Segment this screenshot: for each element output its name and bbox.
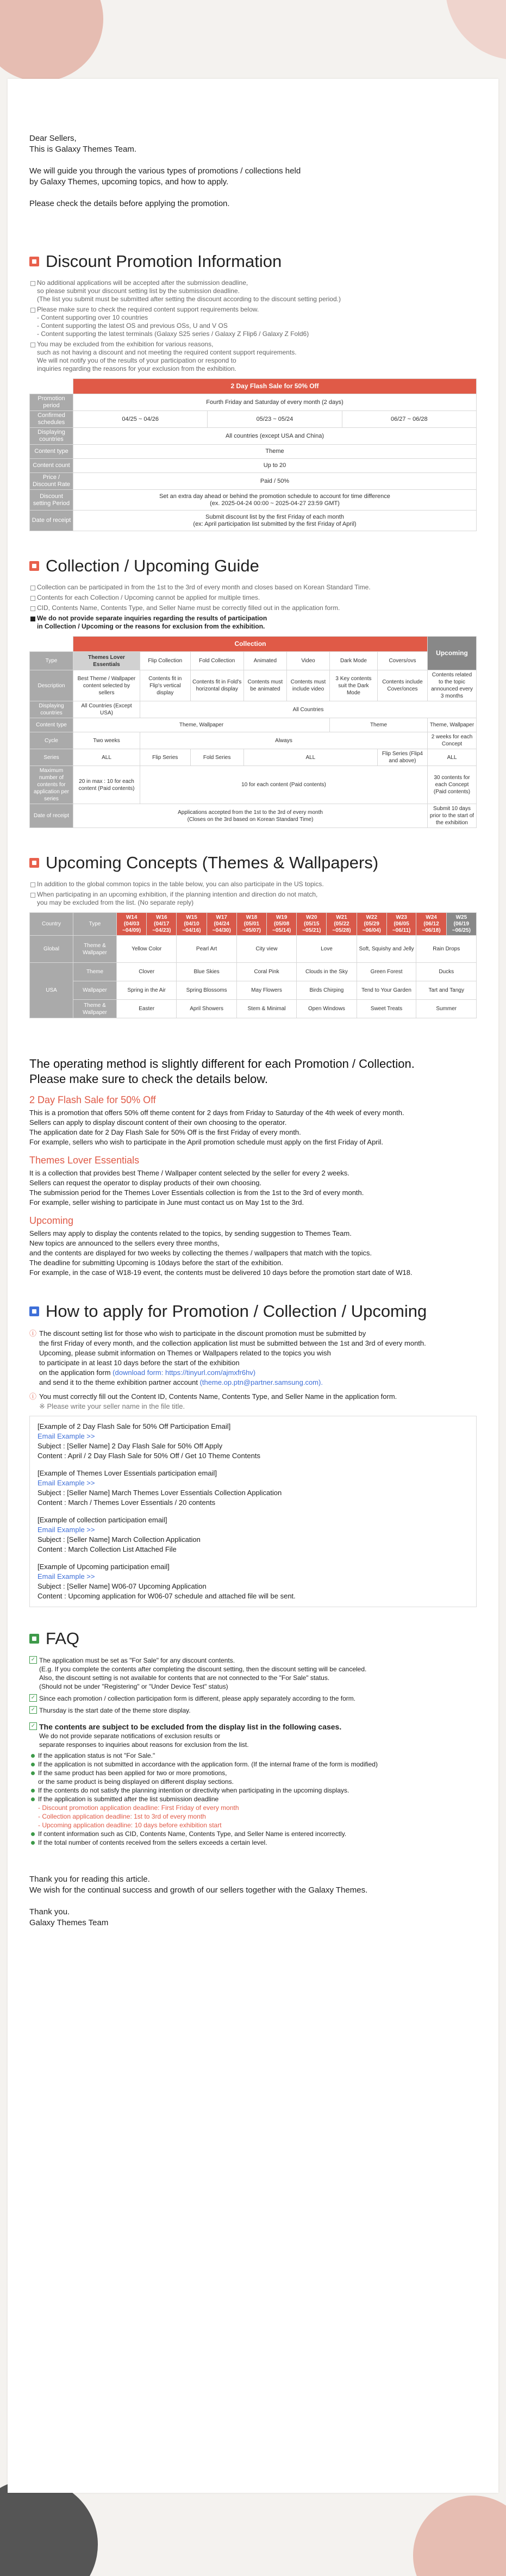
- example-heading: [Example of 2 Day Flash Sale for 50% Off Participation Email]: [38, 1422, 231, 1430]
- exclusion-item: If the same product has been applied for two or more promotions, or the same product is being displayed on different display sections.: [29, 1769, 477, 1786]
- section-header-faq: [29, 1629, 477, 1648]
- ops-text: For example, sellers who wish to participate in the April promotion schedule must apply on the first Friday of April.: [29, 1138, 384, 1146]
- section-icon: [29, 858, 39, 868]
- note: In addition to the global common topics in the table below, you can also participate in the US topics.: [29, 880, 477, 888]
- week-header: W21 (05/22 ~05/28): [327, 913, 357, 936]
- cell: Ducks: [416, 963, 477, 981]
- cell: Contents related to the topic announced every 3 months: [428, 670, 477, 701]
- cell: Dark Mode: [330, 652, 378, 670]
- week-header: W24 (06/12 ~06/18): [416, 913, 446, 936]
- cell: All countries (except USA and China): [73, 428, 477, 445]
- week-header: W19 (05/08 ~05/14): [267, 913, 297, 936]
- section-header-discount: [29, 252, 477, 271]
- row-label: Discount setting Period: [30, 490, 73, 511]
- intro-line: We will guide you through the various types of promotions / collections held: [29, 166, 301, 176]
- note: CID, Contents Name, Contents Type, and Seller Name must be correctly filled out in the application form.: [29, 604, 477, 612]
- ops-heading: Please make sure to check the details below.: [29, 1072, 268, 1086]
- row-label: USA: [30, 963, 73, 1018]
- deadline-item: - Collection application deadline: 1st to 3rd of every month: [38, 1813, 206, 1820]
- cell: 3 Key contents suit the Dark Mode: [330, 670, 378, 701]
- cell: All Countries: [140, 701, 477, 718]
- cell: Easter: [117, 1000, 177, 1018]
- ops-heading: The operating method is slightly different for each Promotion / Collection.: [29, 1057, 415, 1071]
- cell: All Countries (Except USA): [73, 701, 140, 718]
- exclusion-item: If the application status is not "For Sale.": [29, 1751, 477, 1760]
- upcoming-header: Upcoming: [428, 637, 477, 670]
- exclusion-item: If the application is not submitted in accordance with the application form. (If the internal frame of the form is modified): [29, 1760, 477, 1769]
- note: No additional applications will be accepted after the submission deadline, so please submit your discount setting list by the submission deadline. (The list you submit must be submitted after setting the discount according to the discount setting period.): [29, 279, 477, 303]
- cell: April Showers: [177, 1000, 236, 1018]
- cell: Tend to Your Garden: [357, 981, 416, 1000]
- row-label: Type: [73, 913, 117, 936]
- decor-circle-top-left: [0, 0, 103, 82]
- discount-notes: [29, 279, 477, 373]
- cell: Fold Collection: [190, 652, 243, 670]
- row-label: Type: [30, 652, 73, 670]
- partner-email-link[interactable]: (theme.op.ptn@partner.samsung.com).: [199, 1378, 323, 1386]
- cell: ALL: [73, 749, 140, 766]
- cell: Sweet Treats: [357, 1000, 416, 1018]
- example-label: Email Example >>: [38, 1526, 95, 1534]
- info-icon: ⓘ: [29, 1329, 37, 1337]
- row-label: Content count: [30, 459, 73, 473]
- row-label: Content type: [30, 718, 73, 732]
- cell: Yellow Color: [117, 936, 177, 963]
- exclusion-item: If content information such as CID, Contents Name, Contents Type, and Seller Name is entered incorrectly.: [29, 1830, 477, 1838]
- cell: Fourth Friday and Saturday of every month (2 days): [73, 394, 477, 411]
- cell: Submit 10 days prior to the start of the exhibition: [428, 804, 477, 828]
- faq-list: [29, 1656, 477, 1847]
- example-content: Content : March / Themes Lover Essentials / 20 contents: [38, 1498, 216, 1507]
- decor-circle-bottom-right: [413, 2496, 506, 2576]
- example-subject: Subject : [Seller Name] 2 Day Flash Sale for 50% Off Apply: [38, 1442, 223, 1450]
- cell: Tart and Tangy: [416, 981, 477, 1000]
- email-examples-box: [29, 1416, 477, 1607]
- outro: [29, 1874, 477, 1928]
- cell: Flip Series (Flip4 and above): [377, 749, 427, 766]
- note: We do not provide separate inquiries regarding the results of participation in Collection / Upcoming or the reasons for exclusion from the exhibition.: [29, 614, 477, 631]
- row-label: Series: [30, 749, 73, 766]
- deadline-item: - Discount promotion application deadline: First Friday of every month: [38, 1804, 239, 1812]
- row-label: Date of receipt: [30, 804, 73, 828]
- example-label: Email Example >>: [38, 1432, 95, 1440]
- exclusion-item: If the total number of contents received from the sellers exceeds a certain level.: [29, 1838, 477, 1847]
- row-label: Theme & Wallpaper: [73, 936, 117, 963]
- faq-item: ✓ Thursday is the start date of the theme store display.: [29, 1706, 477, 1715]
- collection-table: [29, 636, 477, 828]
- cell: 04/25 ~ 04/26: [73, 411, 208, 428]
- cell: Paid / 50%: [73, 473, 477, 490]
- section-header-apply: [29, 1302, 477, 1321]
- faq-item: ✓ Since each promotion / collection participation form is different, please apply separately according to the form.: [29, 1694, 477, 1703]
- section-header-upcoming: [29, 853, 477, 873]
- week-header: W18 (05/01 ~05/07): [236, 913, 266, 936]
- cell: City view: [236, 936, 296, 963]
- cell: 2 weeks for each Concept: [428, 732, 477, 749]
- cell: Always: [140, 732, 428, 749]
- section-title: Collection / Upcoming Guide: [46, 556, 259, 575]
- row-label: Promotion period: [30, 394, 73, 411]
- section-icon: [29, 1634, 39, 1644]
- cell: Contents include Cover/onces: [377, 670, 427, 701]
- cell: Soft, Squishy and Jelly: [357, 936, 416, 963]
- ops-text: For example, seller wishing to participate in June must contact us on May 1st to the 3rd.: [29, 1198, 304, 1206]
- cell: May Flowers: [236, 981, 296, 1000]
- faq-item: ✓ The contents are subject to be excluded from the display list in the following cases. We do not provide separate notifications of exclusion results or separate responses to inquiries about reasons for exclusion from the list.: [29, 1722, 477, 1749]
- cell: Love: [297, 936, 357, 963]
- example-label: Email Example >>: [38, 1572, 95, 1581]
- apply-content: [29, 1329, 477, 1607]
- exclusion-item: If the contents do not satisfy the planning intention or directivity when participating in the upcoming displays.: [29, 1786, 477, 1795]
- cell: Video: [287, 652, 330, 670]
- row-label: Content type: [30, 445, 73, 459]
- intro-line: Please check the details before applying the promotion.: [29, 199, 230, 208]
- section-title: Upcoming Concepts (Themes & Wallpapers): [46, 853, 379, 872]
- example-label: Email Example >>: [38, 1479, 95, 1487]
- info-icon: ⓘ: [29, 1392, 37, 1401]
- cell: Up to 20: [73, 459, 477, 473]
- cell: Two weeks: [73, 732, 140, 749]
- cell: Themes Lover Essentials: [73, 652, 140, 670]
- cell: Flip Series: [140, 749, 191, 766]
- example-content: Content : April / 2 Day Flash Sale for 50% Off / Get 10 Theme Contents: [38, 1452, 260, 1460]
- section-title: FAQ: [46, 1629, 80, 1648]
- intro-line: by Galaxy Themes, upcoming topics, and how to apply.: [29, 177, 229, 186]
- cell: Summer: [416, 1000, 477, 1018]
- ops-text: Sellers may apply to display the contents related to the topics, by sending suggestion to Themes Team.: [29, 1229, 352, 1237]
- collection-notes: [29, 583, 477, 631]
- cell: 06/27 ~ 06/28: [342, 411, 476, 428]
- intro-line: Dear Sellers,: [29, 134, 77, 143]
- cell: Contents must be animated: [243, 670, 286, 701]
- ops-text: The application date for 2 Day Flash Sale for 50% Off is the first Friday of every month.: [29, 1128, 301, 1136]
- cell: 10 for each content (Paid contents): [140, 766, 428, 804]
- week-header: W14 (04/03 ~04/09): [117, 913, 147, 936]
- row-label: Theme: [73, 963, 117, 981]
- cell: Animated: [243, 652, 286, 670]
- decor-circle-top-right: [446, 0, 506, 60]
- cell: Open Windows: [297, 1000, 357, 1018]
- outro-line: Thank you.: [29, 1907, 70, 1917]
- week-header: W17 (04/24 ~04/30): [207, 913, 236, 936]
- cell: ALL: [243, 749, 377, 766]
- row-label: Cycle: [30, 732, 73, 749]
- faq-item: ✓ The application must be set as "For Sale" for any discount contents. (E.g. If you complete the contents after completing the discount setting, then the discount setting will be canceled. Also, the discount setting is not available for contents that are not connected to the "For Sale" status. (Should not be under "Registering" or "Under Device Test" status): [29, 1656, 477, 1691]
- cell: Blue Skies: [177, 963, 236, 981]
- ops-subtitle: Upcoming: [29, 1215, 74, 1226]
- note: Collection can be participated in from the 1st to the 3rd of every month and closes based on Korean Standard Time.: [29, 583, 477, 592]
- discount-table: [29, 378, 477, 531]
- cell: ALL: [428, 749, 477, 766]
- apply-text: ⓘ The discount setting list for those who wish to participate in the discount promotion must be submitted by the first Friday of every month, and the collection application list must be submitted between the 1st and 3rd of every month. Upcoming, please submit information on Themes or Wallpapers related to the topics you wish to participate in at least 10 days before the start of the exhibition on the application form (download form: https://tinyurl.com/ajmxfr6hv) and send it to the theme exhibition partner account (theme.op.ptn@partner.samsung.com).: [29, 1329, 426, 1386]
- cell: Contents fit in Fold's horizontal display: [190, 670, 243, 701]
- note: Please make sure to check the required content support requirements below. - Content supporting over 10 countries - Content supporting the latest OS and previous OSs, U and V OS - Content supporting the latest terminals (Galaxy S25 series / Galaxy Z Flip6 / Galaxy Z Fold6): [29, 306, 477, 338]
- cell: Theme: [330, 718, 428, 732]
- row-label: Global: [30, 936, 73, 963]
- cell: Submit discount list by the first Friday of each month (ex: April participation list submitted by the first Friday of April): [73, 511, 477, 531]
- note: Contents for each Collection / Upcoming cannot be applied for multiple times.: [29, 594, 477, 602]
- row-label: Date of receipt: [30, 511, 73, 531]
- row-label: Price / Discount Rate: [30, 473, 73, 490]
- ops-text: The deadline for submitting Upcoming is 10days before the start of the exhibition.: [29, 1259, 283, 1267]
- cell: Rain Drops: [416, 936, 477, 963]
- intro-line: This is Galaxy Themes Team.: [29, 145, 137, 154]
- row-label: Country: [30, 913, 73, 936]
- week-header: W20 (05/15 ~05/21): [297, 913, 327, 936]
- cell: Spring Blossoms: [177, 981, 236, 1000]
- download-form-link[interactable]: (download form: https://tinyurl.com/ajmxfr6hv): [113, 1368, 256, 1377]
- section-header-collection: [29, 556, 477, 576]
- section-title: Discount Promotion Information: [46, 252, 282, 271]
- example-subject: Subject : [Seller Name] March Collection Application: [38, 1535, 201, 1544]
- note: You may be excluded from the exhibition for various reasons, such as not having a discount and not meeting the required content support requirements. We will not notify you of the results of your participation or respond to inquiries regarding the reasons for your exclusion from the exhibition.: [29, 340, 477, 373]
- ops-subtitle: 2 Day Flash Sale for 50% Off: [29, 1094, 156, 1105]
- exclusion-item: If the application is submitted after the list submission deadline: [29, 1795, 477, 1803]
- cell: Theme, Wallpaper: [73, 718, 330, 732]
- cell: Spring in the Air: [117, 981, 177, 1000]
- collection-header: Collection: [73, 637, 428, 652]
- cell: Fold Series: [190, 749, 243, 766]
- outro-line: Thank you for reading this article.: [29, 1875, 150, 1884]
- example-heading: [Example of collection participation email]: [38, 1516, 167, 1524]
- ops-text: Sellers can request the operator to display products of their own choosing.: [29, 1179, 262, 1187]
- notice-card: [8, 79, 498, 2493]
- ops-subtitle: Themes Lover Essentials: [29, 1155, 140, 1166]
- ops-text: This is a promotion that offers 50% off theme content for 2 days from Friday to Saturday of the 4th week of every month.: [29, 1109, 404, 1117]
- note: When participating in an upcoming exhibition, if the planning intention and direction do not match, you may be excluded from the list. (No separate reply): [29, 891, 477, 907]
- example-heading: [Example of Upcoming participation email]: [38, 1563, 170, 1571]
- cell: Stem & Minimal: [236, 1000, 296, 1018]
- cell: Birds Chirping: [297, 981, 357, 1000]
- section-icon: [29, 561, 39, 571]
- cell: Green Forest: [357, 963, 416, 981]
- operating-method: [29, 1056, 477, 1278]
- cell: Contents fit in Flip's vertical display: [140, 670, 191, 701]
- example-heading: [Example of Themes Lover Essentials participation email]: [38, 1469, 217, 1477]
- cell: Applications accepted from the 1st to the 3rd of every month (Closes on the 3rd based on Korean Standard Time): [73, 804, 428, 828]
- table-title: 2 Day Flash Sale for 50% Off: [73, 379, 477, 394]
- cell: Best Theme / Wallpaper content selected by sellers: [73, 670, 140, 701]
- apply-text: ⓘ You must correctly fill out the Content ID, Contents Name, Contents Type, and Seller Name in the application form. ※ Please write your seller name in the file title.: [29, 1392, 397, 1410]
- example-subject: Subject : [Seller Name] W06-07 Upcoming Application: [38, 1582, 207, 1590]
- cell: Flip Collection: [140, 652, 191, 670]
- ops-text: and the contents are displayed for two weeks by collecting the themes / wallpapers that match with the topics.: [29, 1249, 372, 1257]
- cell: Covers/ovs: [377, 652, 427, 670]
- row-label: Description: [30, 670, 73, 701]
- ops-text: Sellers can apply to display discount content of their own choosing to the operator.: [29, 1118, 287, 1127]
- intro: [29, 133, 477, 209]
- section-icon: [29, 257, 39, 266]
- decor-circle-bottom-left: [0, 2479, 98, 2576]
- cell: Theme: [73, 445, 477, 459]
- outro-line: We wish for the continual success and growth of our sellers together with the Galaxy Themes.: [29, 1886, 368, 1895]
- ops-text: New topics are announced to the sellers every three months,: [29, 1239, 220, 1247]
- cell: Pearl Art: [177, 936, 236, 963]
- week-header: W22 (05/29 ~06/04): [357, 913, 386, 936]
- week-header: W23 (06/05 ~06/11): [386, 913, 416, 936]
- ops-text: For example, in the case of W18-19 event, the contents must be delivered 10 days before the promotion start date of W18.: [29, 1268, 413, 1277]
- row-label: Confirmed schedules: [30, 411, 73, 428]
- row-label: Maximum number of contents for application per series: [30, 766, 73, 804]
- cell: Theme, Wallpaper: [428, 718, 477, 732]
- cell: Clouds in the Sky: [297, 963, 357, 981]
- upcoming-notes: [29, 880, 477, 907]
- section-title: How to apply for Promotion / Collection / Upcoming: [46, 1302, 427, 1321]
- example-content: Content : Upcoming application for W06-07 schedule and attached file will be sent.: [38, 1592, 296, 1600]
- cell: Clover: [117, 963, 177, 981]
- cell: 30 contents for each Concept (Paid contents): [428, 766, 477, 804]
- week-header: W25 (06/19 ~06/25): [446, 913, 476, 936]
- cell: Contents must include video: [287, 670, 330, 701]
- week-header: W15 (04/10 ~04/16): [177, 913, 207, 936]
- deadline-item: - Upcoming application deadline: 10 days before exhibition start: [38, 1821, 222, 1829]
- outro-line: Galaxy Themes Team: [29, 1918, 109, 1927]
- row-label: Theme & Wallpaper: [73, 1000, 117, 1018]
- section-icon: [29, 1306, 39, 1316]
- week-header: W16 (04/17 ~04/23): [147, 913, 177, 936]
- row-label: Displaying countries: [30, 428, 73, 445]
- cell: Coral Pink: [236, 963, 296, 981]
- cell: 05/23 ~ 05/24: [208, 411, 342, 428]
- cell: 20 in max : 10 for each content (Paid contents): [73, 766, 140, 804]
- ops-text: The submission period for the Themes Lover Essentials collection is from the 1st to the 3rd of every month.: [29, 1189, 364, 1197]
- ops-text: It is a collection that provides best Theme / Wallpaper content selected by the seller for every 2 weeks.: [29, 1169, 349, 1177]
- upcoming-table: [29, 912, 477, 1018]
- example-content: Content : March Collection List Attached File: [38, 1545, 177, 1553]
- row-label: Displaying countries: [30, 701, 73, 718]
- example-subject: Subject : [Seller Name] March Themes Lover Essentials Collection Application: [38, 1489, 282, 1497]
- row-label: Wallpaper: [73, 981, 117, 1000]
- cell: Set an extra day ahead or behind the promotion schedule to account for time difference (ex. 2025-04-24 00:00 ~ 2025-04-27 23:59 GMT): [73, 490, 477, 511]
